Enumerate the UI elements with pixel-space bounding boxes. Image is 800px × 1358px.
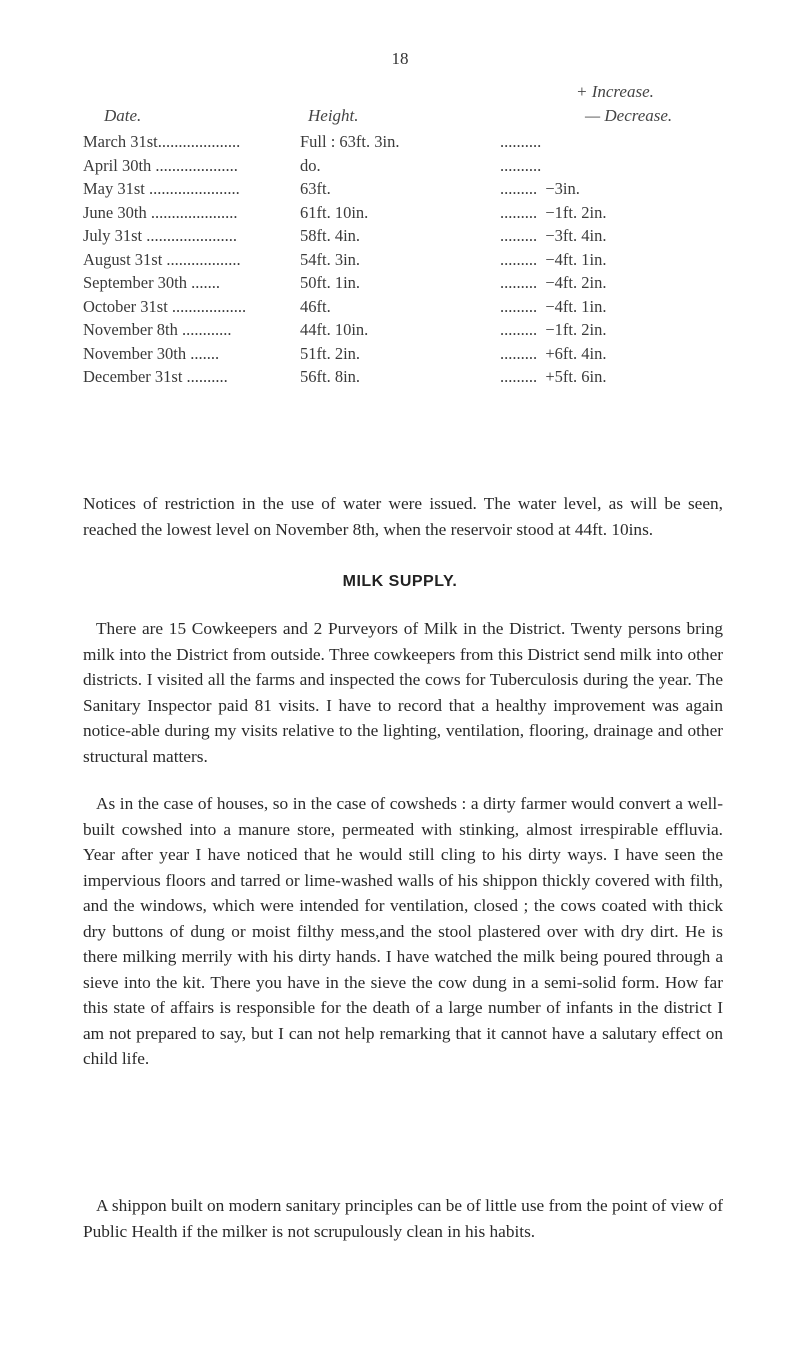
row-change: ......... +5ft. 6in. bbox=[500, 367, 607, 386]
row-height: Full : 63ft. 3in. bbox=[300, 132, 400, 151]
row-change: ......... +6ft. 4in. bbox=[500, 343, 607, 363]
table-body bbox=[83, 132, 723, 391]
row-height: 63ft. bbox=[300, 179, 331, 198]
row-date: May 31st ...................... bbox=[83, 179, 240, 198]
table-row bbox=[83, 320, 723, 344]
row-change: ......... −1ft. 2in. bbox=[500, 202, 607, 222]
restriction-paragraph: Notices of restriction in the use of water were issued. The water level, as will be seen, reached the lowest level on November 8th, when the reservoir stood at 44ft. 10ins. bbox=[83, 494, 723, 539]
row-date: September 30th ....... bbox=[83, 273, 221, 292]
row-date: November 8th ............ bbox=[83, 320, 232, 339]
table-row bbox=[83, 367, 723, 391]
milk-paragraph-1: There are 15 Cowkeepers and 2 Purveyors of Milk in the District. Twenty persons bring milk into the District from outside. Three cowkeepers from this District send milk into other districts. I visited all the farms and inspected the cows for Tuberculosis during the year. The Sanitary Inspector paid 81 visits. I have to record that a healthy improvement was again notice-able during my visits relative to the lighting, ventilation, flooring, drainage and other structural matters. bbox=[83, 619, 723, 766]
row-change: ......... −1ft. 2in. bbox=[500, 320, 607, 339]
row-change: ......... −4ft. 1in. bbox=[500, 296, 607, 316]
row-change: ......... −3ft. 4in. bbox=[500, 226, 607, 245]
row-height: 58ft. 4in. bbox=[300, 226, 361, 245]
row-change: .......... bbox=[500, 155, 542, 175]
row-height: 54ft. 3in. bbox=[300, 249, 361, 269]
row-date: October 31st .................. bbox=[83, 296, 247, 316]
row-change: ......... −4ft. 1in. bbox=[500, 249, 607, 269]
table-row bbox=[83, 226, 723, 250]
table-row bbox=[83, 344, 723, 368]
row-date: June 30th ..................... bbox=[83, 202, 238, 222]
page-number: 18 bbox=[391, 49, 409, 68]
row-date: November 30th ....... bbox=[83, 343, 220, 363]
header-height: Height. bbox=[308, 106, 359, 125]
row-change: ......... −3in. bbox=[500, 179, 580, 198]
row-height: 51ft. 2in. bbox=[300, 343, 361, 363]
water-level-table bbox=[83, 80, 723, 391]
table-row bbox=[83, 179, 723, 203]
row-change: ......... −4ft. 2in. bbox=[500, 273, 607, 292]
row-date: July 31st ...................... bbox=[83, 226, 238, 245]
table-row bbox=[83, 250, 723, 274]
milk-paragraph-2: As in the case of houses, so in the case of cowsheds : a dirty farmer would convert a well-built cowshed into a manure store, permeated with stinking, almost irrespirable effluvia. Year after year I have noticed that he would still cling to his dirty ways. I have seen the impervious floors and tarred or lime-washed walls of his shippon thickly covered with filth, and the windows, which were intended for ventilation, closed ; the cows coated with thick dry buttons of dung or moist filthy mess,and the stool plastered over with dry dirt. He is there milking merrily with his dirty hands. I have watched the milk being poured through a sieve into the kit. There you have in the sieve the cow dung in a semi-solid form. How far this state of affairs is responsible for the death of a large number of infants in the district I am not prepared to say, but I can not help remarking that it cannot have a salutary effect on child life. bbox=[83, 794, 723, 1068]
header-increase: + Increase. bbox=[576, 82, 654, 101]
row-change: .......... bbox=[500, 132, 542, 151]
row-date: April 30th .................... bbox=[83, 155, 238, 175]
table-header bbox=[83, 80, 723, 132]
header-date: Date. bbox=[104, 106, 142, 125]
table-row bbox=[83, 156, 723, 180]
row-height: 50ft. 1in. bbox=[300, 273, 361, 292]
row-date: December 31st .......... bbox=[83, 367, 228, 386]
row-height: 44ft. 10in. bbox=[300, 320, 369, 339]
row-date: August 31st .................. bbox=[83, 249, 241, 269]
milk-supply-heading: MILK SUPPLY. bbox=[342, 573, 458, 590]
row-height: 61ft. 10in. bbox=[300, 202, 369, 222]
header-decrease: — Decrease. bbox=[585, 106, 673, 125]
row-height: 56ft. 8in. bbox=[300, 367, 361, 386]
table-row bbox=[83, 297, 723, 321]
milk-paragraph-3: A shippon built on modern sanitary principles can be of little use from the point of view of Public Health if the milker is not scrupulously clean in his habits. bbox=[83, 1196, 723, 1241]
row-height: 46ft. bbox=[300, 296, 331, 316]
table-row bbox=[83, 203, 723, 227]
row-height: do. bbox=[300, 155, 321, 175]
table-row bbox=[83, 273, 723, 297]
table-row bbox=[83, 132, 723, 156]
row-date: March 31st.................... bbox=[83, 132, 241, 151]
